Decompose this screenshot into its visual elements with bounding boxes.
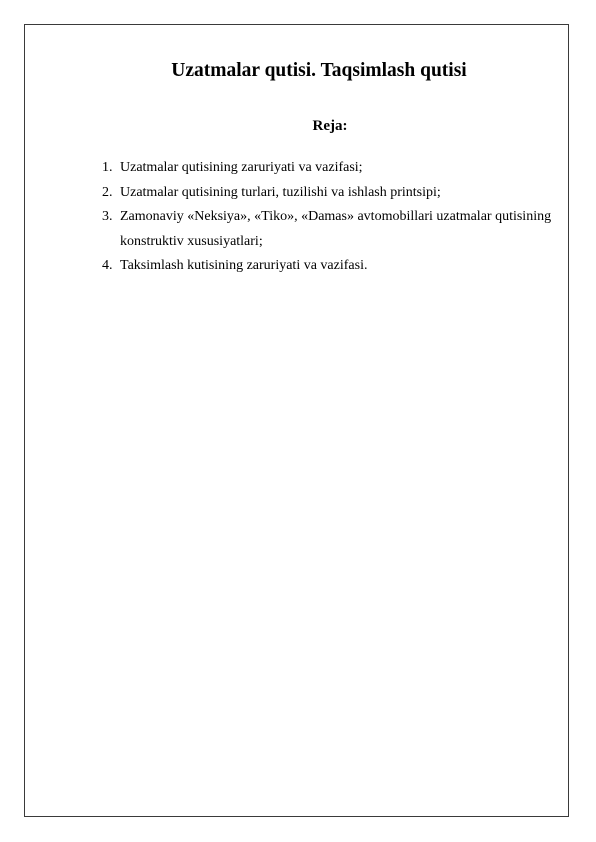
plan-item-text: Uzatmalar qutisining zaruriyati va vazifasi; xyxy=(120,160,363,175)
plan-item-number: 4. xyxy=(102,258,113,273)
plan-item-number: 3. xyxy=(102,209,113,224)
plan-list xyxy=(102,156,562,279)
plan-item xyxy=(102,181,562,206)
plan-item-text: Uzatmalar qutisining turlari, tuzilishi va ishlash printsipi; xyxy=(120,184,441,200)
plan-item-number: 2. xyxy=(102,184,113,200)
page-border xyxy=(24,24,569,817)
plan-item xyxy=(102,156,562,181)
plan-item-text: Zamonaviy «Neksiya», «Tiko», «Damas» avtomobillari uzatmalar qutisining konstruktiv xususiyatlari; xyxy=(120,209,552,249)
plan-heading: Reja: xyxy=(312,118,348,134)
plan-item-number: 1. xyxy=(102,160,113,175)
document-title: Uzatmalar qutisi. Taqsimlash qutisi xyxy=(171,60,467,81)
plan-item xyxy=(102,254,562,279)
plan-item-text: Taksimlash kutisining zaruriyati va vazifasi. xyxy=(120,258,368,273)
plan-item xyxy=(102,205,562,254)
